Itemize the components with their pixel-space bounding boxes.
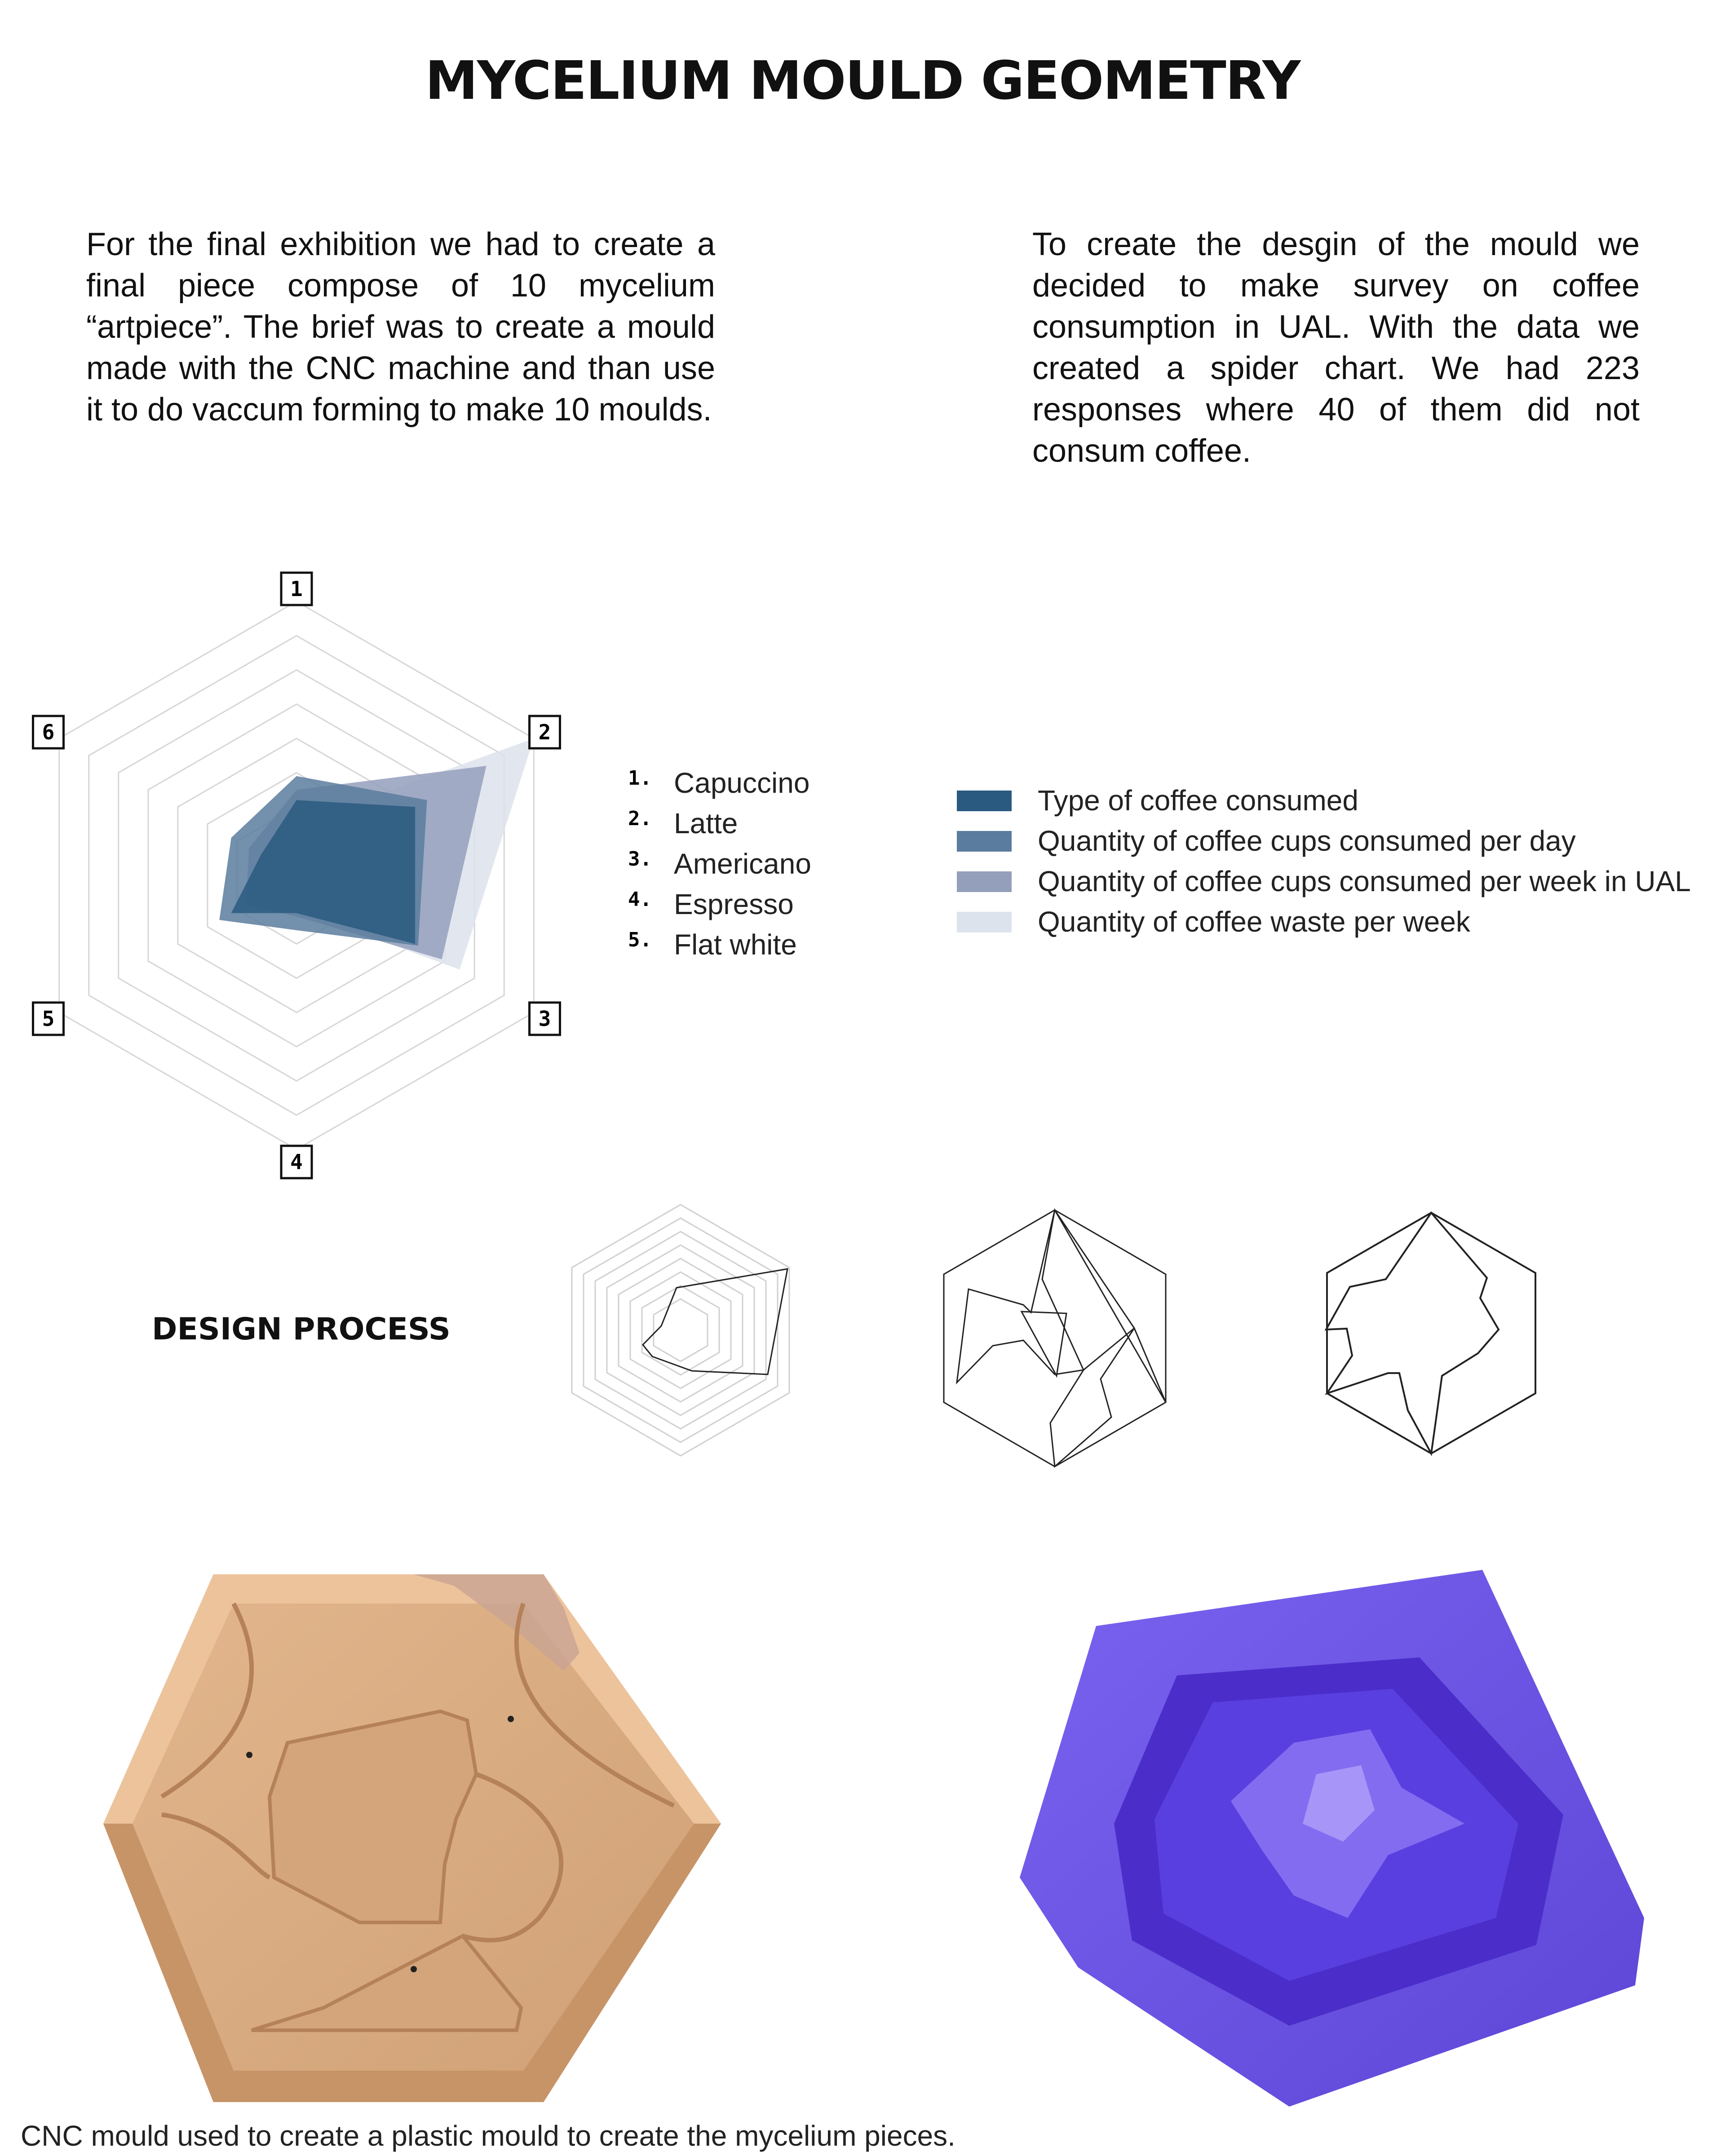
svg-text:Quantity of coffee waste per w: Quantity of coffee waste per week xyxy=(1038,906,1470,938)
svg-text:4: 4 xyxy=(290,1150,303,1174)
svg-text:3.: 3. xyxy=(628,848,652,870)
svg-text:Capuccino: Capuccino xyxy=(674,767,810,799)
svg-text:1.: 1. xyxy=(628,767,652,790)
svg-text:Flat white: Flat white xyxy=(674,928,797,961)
intro-paragraph-left: For the final exhibition we had to create a final piece compose of 10 mycelium “artpiece”. The brief was to create a mould made with the CNC machine and than use it to do vaccum forming to make 10 moulds. xyxy=(86,226,715,428)
svg-text:2: 2 xyxy=(538,720,551,744)
svg-text:3: 3 xyxy=(538,1007,551,1031)
svg-text:Latte: Latte xyxy=(674,807,738,839)
svg-text:Quantity of coffee cups consum: Quantity of coffee cups consumed per day xyxy=(1038,825,1576,857)
photo-caption: CNC mould used to create a plastic mould to create the mycelium pieces. xyxy=(21,2120,955,2152)
svg-text:5.: 5. xyxy=(628,928,652,951)
page-title: MYCELIUM MOULD GEOMETRY xyxy=(425,49,1300,111)
svg-text:6: 6 xyxy=(42,720,55,744)
intro-paragraph-right: To create the desgin of the mould we decided to make survey on coffee consumption in UAL. With the data we created a spider chart. We had 223 responses where 40 of them did not consum coffee. xyxy=(1032,226,1640,469)
svg-text:Espresso: Espresso xyxy=(674,888,794,920)
svg-text:Type of coffee consumed: Type of coffee consumed xyxy=(1038,784,1358,817)
svg-text:2.: 2. xyxy=(628,807,652,830)
svg-text:1: 1 xyxy=(290,577,303,601)
svg-text:Americano: Americano xyxy=(674,848,811,880)
svg-text:5: 5 xyxy=(42,1007,55,1031)
svg-text:Quantity of coffee cups consum: Quantity of coffee cups consumed per week in UAL xyxy=(1038,865,1691,897)
svg-text:4.: 4. xyxy=(628,888,652,911)
design-process-title: DESIGN PROCESS xyxy=(152,1312,451,1347)
